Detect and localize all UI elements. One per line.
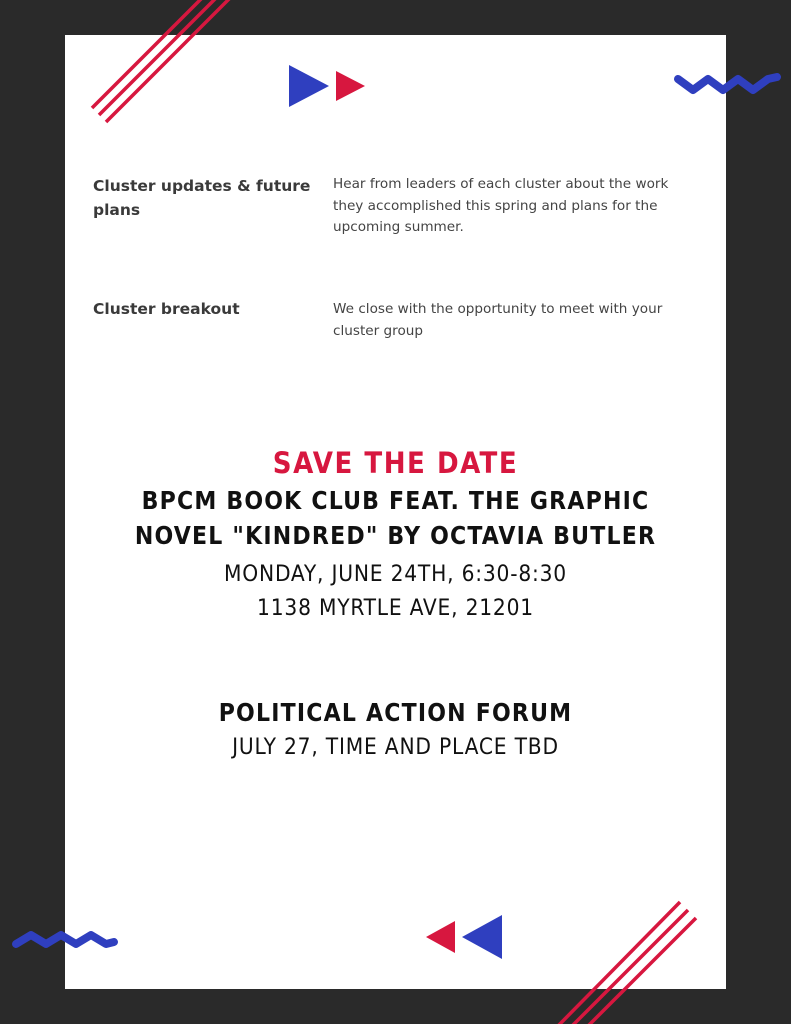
book-club-title-line-1: BPCM BOOK CLUB FEAT. THE GRAPHIC <box>141 486 650 515</box>
political-forum-title: POLITICAL ACTION FORUM <box>218 698 573 727</box>
diagonal-lines-decoration-top-left <box>88 0 238 130</box>
rewind-triangles-icon <box>424 913 506 961</box>
book-club-title-line-2: NOVEL "KINDRED" BY OCTAVIA BUTLER <box>134 521 657 550</box>
diagonal-lines-decoration-bottom-right <box>548 890 708 1024</box>
zigzag-wave-decoration-top-right <box>672 68 782 102</box>
agenda-item-cluster-updates <box>93 174 693 254</box>
play-triangles-icon <box>288 63 368 109</box>
agenda-item-title: Cluster updates & future plans <box>93 177 311 219</box>
zigzag-wave-decoration-bottom-left <box>8 924 123 958</box>
agenda-item-cluster-breakout <box>93 297 693 357</box>
political-forum-details: JULY 27, TIME AND PLACE TBD <box>232 734 559 760</box>
agenda-item-description: We close with the opportunity to meet with your cluster group <box>333 301 663 339</box>
book-club-location: 1138 MYRTLE AVE, 21201 <box>257 595 534 621</box>
book-club-datetime: MONDAY, JUNE 24TH, 6:30-8:30 <box>224 561 567 587</box>
save-the-date-heading: SAVE THE DATE <box>272 446 519 480</box>
agenda-item-title: Cluster breakout <box>93 300 240 318</box>
agenda-item-description: Hear from leaders of each cluster about the work they accomplished this spring and plans for the upcoming summer. <box>333 176 669 235</box>
